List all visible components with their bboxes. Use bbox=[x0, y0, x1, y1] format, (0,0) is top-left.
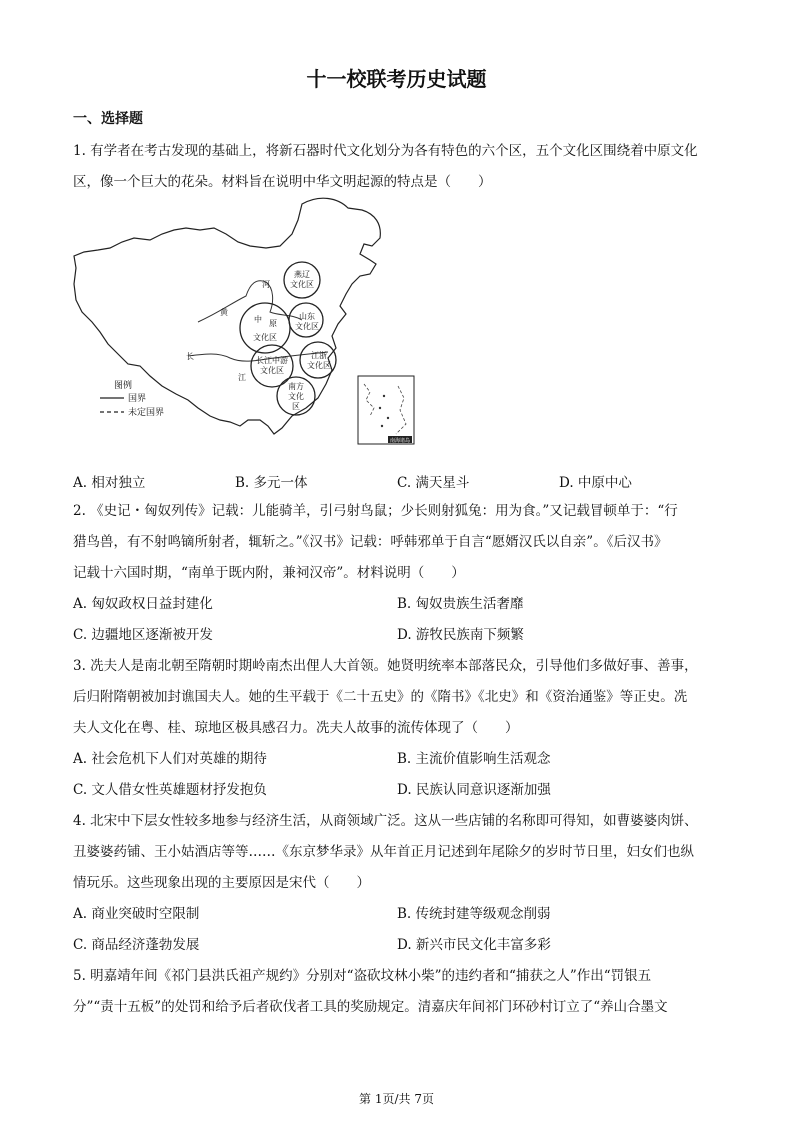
option-b[interactable]: B. 匈奴贵族生活奢靡 bbox=[397, 596, 524, 612]
region-label: 江浙 bbox=[311, 351, 327, 360]
region-label: 长江中游 bbox=[256, 356, 288, 365]
island-dot bbox=[387, 417, 389, 419]
option-c[interactable]: C. 边疆地区逐渐被开发 bbox=[73, 627, 213, 643]
question-line: 丑婆婆药铺、王小姑酒店等等……《东京梦华录》从年首正月记述到年尾除夕的岁时节日里，妇女们也纵 bbox=[73, 844, 694, 860]
option-d[interactable]: D. 中原中心 bbox=[559, 475, 632, 491]
option-c[interactable]: C. 文人借女性英雄题材抒发抱负 bbox=[73, 782, 267, 798]
legend-border-label: 国界 bbox=[128, 394, 147, 404]
option-b[interactable]: B. 主流价值影响生活观念 bbox=[397, 751, 551, 767]
legend-title: 图例 bbox=[114, 381, 133, 391]
river-label: 黄 bbox=[220, 308, 228, 317]
region-label: 南方 bbox=[288, 382, 304, 391]
question-line: 5. 明嘉靖年间《祁门县洪氏祖产规约》分别对“盗砍坟林小柴”的违约者和“捕获之人”作出“罚银五 bbox=[73, 968, 652, 984]
question-3-options bbox=[73, 744, 723, 806]
option-a[interactable]: A. 社会危机下人们对英雄的期待 bbox=[73, 751, 267, 767]
island-dot bbox=[379, 407, 381, 409]
question-line: 猎鸟兽，有不射鸣镝所射者，辄斩之。”《汉书》记载：呼韩邪单于自言“愿婿汉氏以自亲”。《后汉书》 bbox=[73, 534, 668, 550]
option-a[interactable]: A. 相对独立 bbox=[73, 475, 146, 491]
south-china-sea-inset bbox=[358, 376, 414, 444]
neolithic-culture-map bbox=[70, 194, 415, 454]
page-footer: 第 1页/共 7页 bbox=[359, 1092, 434, 1106]
question-2-options bbox=[73, 589, 723, 651]
option-b[interactable]: B. 传统封建等级观念削弱 bbox=[397, 906, 551, 922]
option-d[interactable]: D. 游牧民族南下频繁 bbox=[397, 627, 524, 643]
question-line: 夫人文化在粤、桂、琼地区极具感召力。冼夫人故事的流传体现了（ ） bbox=[73, 720, 519, 736]
question-4-options bbox=[73, 899, 723, 961]
region-label: 文化 bbox=[288, 392, 304, 401]
question-2-stem bbox=[73, 496, 723, 589]
option-c[interactable]: C. 满天星斗 bbox=[397, 475, 470, 491]
option-d[interactable]: D. 新兴市民文化丰富多彩 bbox=[397, 937, 551, 953]
question-1-options bbox=[73, 471, 723, 491]
option-d[interactable]: D. 民族认同意识逐渐加强 bbox=[397, 782, 551, 798]
legend-undetermined-label: 未定国界 bbox=[128, 408, 165, 418]
section-heading: 一、选择题 bbox=[73, 111, 143, 127]
question-3-stem bbox=[73, 651, 723, 744]
region-label: 文化区 bbox=[260, 366, 284, 375]
question-1-stem bbox=[73, 136, 723, 198]
question-line: 1. 有学者在考古发现的基础上，将新石器时代文化划分为各有特色的六个区，五个文化区围绕着中原文化 bbox=[73, 143, 698, 159]
region-label: 原 bbox=[269, 319, 277, 328]
question-line: 后归附隋朝被加封谯国夫人。她的生平载于《二十五史》的《隋书》《北史》和《资治通鉴》等正史。冼 bbox=[73, 689, 688, 705]
island-dot bbox=[381, 425, 383, 427]
option-a[interactable]: A. 商业突破时空限制 bbox=[73, 906, 200, 922]
question-4-stem bbox=[73, 806, 723, 899]
river-label: 河 bbox=[262, 280, 270, 289]
option-c[interactable]: C. 商品经济蓬勃发展 bbox=[73, 937, 200, 953]
question-line: 4. 北宋中下层女性较多地参与经济生活，从商领域广泛。这从一些店铺的名称即可得知，如曹婆婆肉饼、 bbox=[73, 813, 698, 829]
option-a[interactable]: A. 匈奴政权日益封建化 bbox=[73, 596, 213, 612]
question-line: 2. 《史记・匈奴列传》记载：儿能骑羊，引弓射鸟鼠；少长则射狐兔：用为食。”又记载冒顿单于：“行 bbox=[73, 503, 678, 519]
page-title: 十一校联考历史试题 bbox=[306, 67, 487, 91]
river-label: 江 bbox=[238, 373, 246, 382]
region-label: 文化区 bbox=[253, 333, 277, 342]
china-map-figure bbox=[70, 194, 415, 454]
question-line: 情玩乐。这些现象出现的主要原因是宋代（ ） bbox=[73, 875, 370, 891]
question-line: 3. 冼夫人是南北朝至隋朝时期岭南杰出俚人大首领。她贤明统率本部落民众，引导他们多做好事、善事， bbox=[73, 658, 698, 674]
region-label: 燕辽 bbox=[294, 270, 310, 279]
island-dot bbox=[383, 395, 385, 397]
question-line: 分”“责十五板”的处罚和给予后者砍伐者工具的奖励规定。清嘉庆年间祁门环砂村订立了“养山合墨文 bbox=[73, 999, 668, 1015]
river-label: 长 bbox=[186, 352, 194, 361]
question-line: 区，像一个巨大的花朵。材料旨在说明中华文明起源的特点是（ ） bbox=[73, 174, 492, 190]
region-label: 山东 bbox=[299, 312, 315, 321]
region-label: 中 bbox=[254, 315, 262, 324]
question-5-stem bbox=[73, 961, 723, 1023]
region-label: 区 bbox=[292, 402, 300, 411]
question-line: 记载十六国时期，“南单于既内附，兼祠汉帝”。材料说明（ ） bbox=[73, 565, 465, 581]
region-label: 文化区 bbox=[307, 361, 331, 370]
region-label: 文化区 bbox=[290, 280, 314, 289]
inset-caption: 南海诸岛 bbox=[389, 438, 411, 444]
region-label: 文化区 bbox=[295, 322, 319, 331]
option-b[interactable]: B. 多元一体 bbox=[235, 475, 308, 491]
